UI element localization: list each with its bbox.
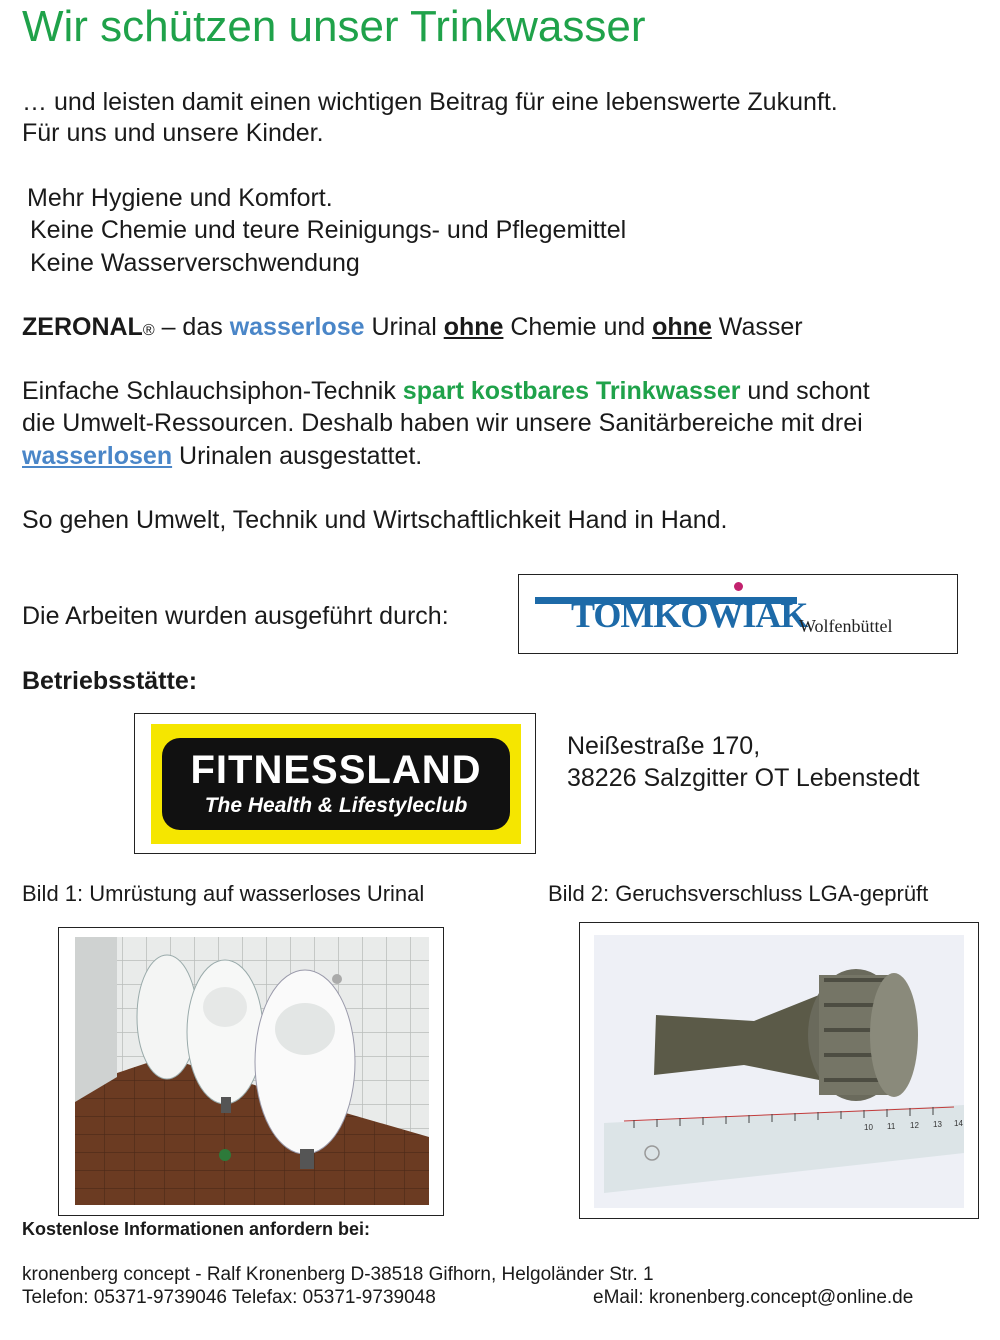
zeronal-text: Wasser bbox=[711, 313, 803, 341]
technik-text: und schont bbox=[740, 377, 870, 405]
ruler-tick-label: 14 bbox=[954, 1119, 963, 1128]
logo-dot-icon bbox=[734, 582, 743, 591]
benefit-item: Mehr Hygiene und Komfort. bbox=[27, 184, 333, 212]
zeronal-highlight: wasserlose bbox=[229, 313, 365, 341]
fitnessland-logo-name: FITNESSLAND bbox=[190, 748, 482, 792]
technik-line-3 bbox=[22, 440, 422, 472]
benefit-item: Keine Chemie und teure Reinigungs- und Pflegemittel bbox=[30, 216, 627, 244]
siphon-photo bbox=[594, 935, 964, 1208]
fitnessland-logo-box bbox=[134, 713, 536, 854]
contact-phone: Telefon: 05371-9739046 Telefax: 05371-9739048 bbox=[22, 1287, 436, 1308]
fitnessland-logo-bg bbox=[151, 724, 521, 844]
tomkowiak-logo-box bbox=[518, 574, 958, 654]
ruler-tick-label: 10 bbox=[864, 1123, 873, 1132]
registered-mark: ® bbox=[142, 322, 155, 339]
site-label: Betriebsstätte: bbox=[22, 667, 198, 695]
technik-line-2: die Umwelt-Ressourcen. Deshalb haben wir unsere Sanitärbereiche mit drei bbox=[22, 409, 863, 437]
technik-highlight-wasserlosen: wasserlosen bbox=[22, 442, 173, 470]
contractor-label: Die Arbeiten wurden ausgeführt durch: bbox=[22, 602, 449, 630]
address-line-1: Neißestraße 170, bbox=[567, 732, 761, 760]
page-title: Wir schützen unser Trinkwasser bbox=[22, 2, 646, 51]
image-caption-2: Bild 2: Geruchsverschluss LGA-geprüft bbox=[548, 881, 929, 906]
zeronal-ohne: ohne bbox=[443, 313, 504, 341]
contact-heading: Kostenlose Informationen anfordern bei: bbox=[22, 1219, 371, 1239]
hand-in-hand-text: So gehen Umwelt, Technik und Wirtschaftlichkeit Hand in Hand. bbox=[22, 506, 728, 534]
urinal-photo bbox=[75, 937, 429, 1205]
urinal-photo-frame bbox=[58, 927, 444, 1216]
technik-line-1 bbox=[22, 375, 870, 407]
zeronal-line bbox=[22, 311, 803, 347]
zeronal-text: – das bbox=[154, 313, 230, 341]
ruler-tick-label: 11 bbox=[887, 1122, 896, 1131]
siphon-photo-frame bbox=[579, 922, 979, 1219]
zeronal-brand: ZERONAL bbox=[22, 313, 143, 341]
ruler-tick-label: 12 bbox=[910, 1121, 919, 1130]
technik-text: Einfache Schlauchsiphon-Technik bbox=[22, 377, 403, 405]
tomkowiak-logo-city: Wolfenbüttel bbox=[799, 616, 893, 636]
zeronal-text: Urinal bbox=[364, 313, 444, 341]
image-caption-1: Bild 1: Umrüstung auf wasserloses Urinal bbox=[22, 881, 425, 906]
technik-text: Urinalen ausgestattet. bbox=[172, 442, 423, 470]
intro-line-2: Für uns und unsere Kinder. bbox=[22, 119, 324, 147]
fitnessland-logo-plate bbox=[162, 738, 510, 830]
contact-address: kronenberg concept - Ralf Kronenberg D-38518 Gifhorn, Helgoländer Str. 1 bbox=[22, 1264, 654, 1285]
fitnessland-logo-slogan: The Health & Lifestyleclub bbox=[204, 794, 468, 817]
contact-email[interactable]: eMail: kronenberg.concept@online.de bbox=[593, 1287, 914, 1308]
address-line-2: 38226 Salzgitter OT Lebenstedt bbox=[567, 764, 920, 792]
technik-highlight: spart kostbares Trinkwasser bbox=[402, 377, 741, 405]
zeronal-text: Chemie und bbox=[503, 313, 653, 341]
intro-line-1: … und leisten damit einen wichtigen Beitrag für eine lebenswerte Zukunft. bbox=[22, 88, 838, 116]
tomkowiak-logo-name: TOMKOWIAK bbox=[571, 595, 808, 635]
zeronal-ohne: ohne bbox=[652, 313, 712, 341]
ruler-tick-label: 13 bbox=[933, 1120, 942, 1129]
benefit-item: Keine Wasserverschwendung bbox=[30, 249, 360, 277]
